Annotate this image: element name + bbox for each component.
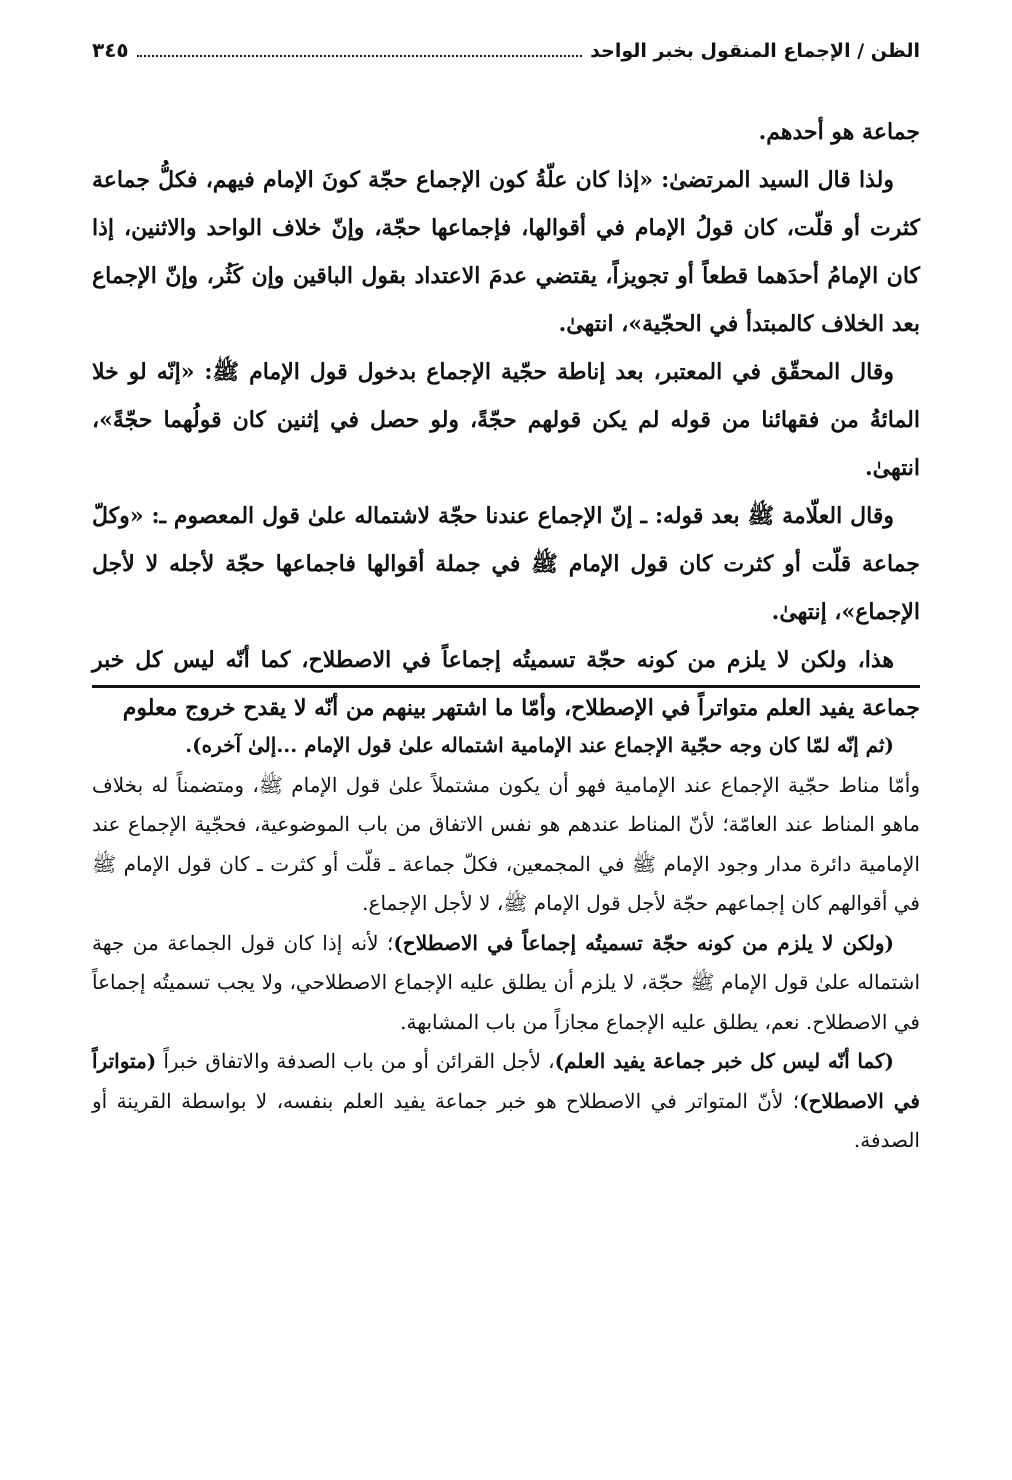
main-paragraph-3: وقال المحقّق في المعتبر، بعد إناطة حجّية الإجماع بدخول قول الإمام ﷺ: «إنّه لو خلا المائةُ من فقهائنا من قوله لم يكن قولهم حجّةً، ولو حصل في إثنين كان قولُهما حجّةً»، انتهىٰ. [92,359,920,481]
commentary-2 [92,924,920,1043]
header-dotted-leader [137,54,583,57]
main-paragraph-1: جماعة هو أحدهم. [758,119,920,145]
commentary-1-heading: (ثم إنّه لمّا كان وجه حجّية الإجماع عند الإمامية اشتماله علىٰ قول الإمام ...إلىٰ آخره). [185,733,894,757]
commentary-3-subheading: (متواتراً في الاصطلاح) [92,1049,920,1113]
commentary-3 [92,1042,920,1161]
header-title: الظن / الإجماع المنقول بخبر الواحد [590,40,920,62]
commentary-3-heading: (كما أنّه ليس كل خبر جماعة يفيد العلم) [554,1049,895,1073]
commentary-2-body: ؛ لأنه إذا كان قول الجماعة من جهة اشتماله علىٰ قول الإمام ﷺ حجّة، لا يلزم أن يطلق عليه الإجماع الاصطلاحي، ولا يجب تسميتُه إجماعاً في الاصطلاح. نعم، يطلق عليه الإجماع مجازاً من باب المشابهة. [92,930,920,1034]
commentary-3-end: ؛ لأنّ المتواتر في الاصطلاح هو خبر جماعة يفيد العلم بنفسه، لا بواسطة القرينة أو الصدفة. [92,1088,920,1152]
commentary-text [92,726,920,1161]
main-paragraph-4: وقال العلّامة ﷺ بعد قوله: ـ إنّ الإجماع عندنا حجّة لاشتماله علىٰ قول المعصوم ـ: «وكلّ جماعة قلّت أو كثرت كان قول الإمام ﷺ في جملة أقوالها فاجماعها حجّة لأجله لا لأجل الإجماع»، إنتهىٰ. [92,503,920,625]
commentary-3-mid: ، لأجل القرائن أو من باب الصدفة والاتفاق خبراً [156,1049,555,1073]
main-text [92,108,920,732]
commentary-1-body: وأمّا مناط حجّية الإجماع عند الإمامية فهو أن يكون مشتملاً علىٰ قول الإمام ﷺ، ومتضمناً له بخلاف ماهو المناط عند العامّة؛ لأنّ المناط عندهم هو نفس الاتفاق من باب الموضوعية، فحجّية الإجماع عند الإمامية دائرة مدار وجود الإمام ﷺ في المجمعين، فكلّ جماعة ـ قلّت أو كثرت ـ كان قول الإمام ﷺ في أقوالهم كان إجماعهم حجّة لأجل قول الإمام ﷺ، لا لأجل الإجماع. [92,772,920,915]
footnote-separator [92,685,920,688]
main-paragraph-2: ولذا قال السيد المرتضىٰ: «إذا كان علّةُ كون الإجماع حجّة كونَ الإمام فيهم، فكلُّ جماعة كثرت أو قلّت، كان قولُ الإمام في أقوالها، فإجماعها حجّة، وإنّ خلاف الواحد والاثنين، إذا كان الإمامُ أحدَهما قطعاً أو تجويزاً، يقتضي عدمَ الاعتداد بقول الباقين وإن كَثُر، وإنّ الإجماع بعد الخلاف كالمبتدأ في الحجّية»، انتهىٰ. [92,167,920,337]
running-header [92,38,920,78]
commentary-2-heading: (ولكن لا يلزم من كونه حجّة تسميتُه إجماعاً في الاصطلاح) [393,930,894,955]
main-paragraph-5: هذا، ولكن لا يلزم من كونه حجّة تسميتُه إجماعاً في الاصطلاح، كما أنّه ليس كل خبر جماعة يفيد العلم متواتراً في الإصطلاح، وأمّا ما اشتهر بينهم من أنّه لا يقدح خروج معلوم [92,647,920,721]
page-number: ٣٤٥ [92,38,129,62]
